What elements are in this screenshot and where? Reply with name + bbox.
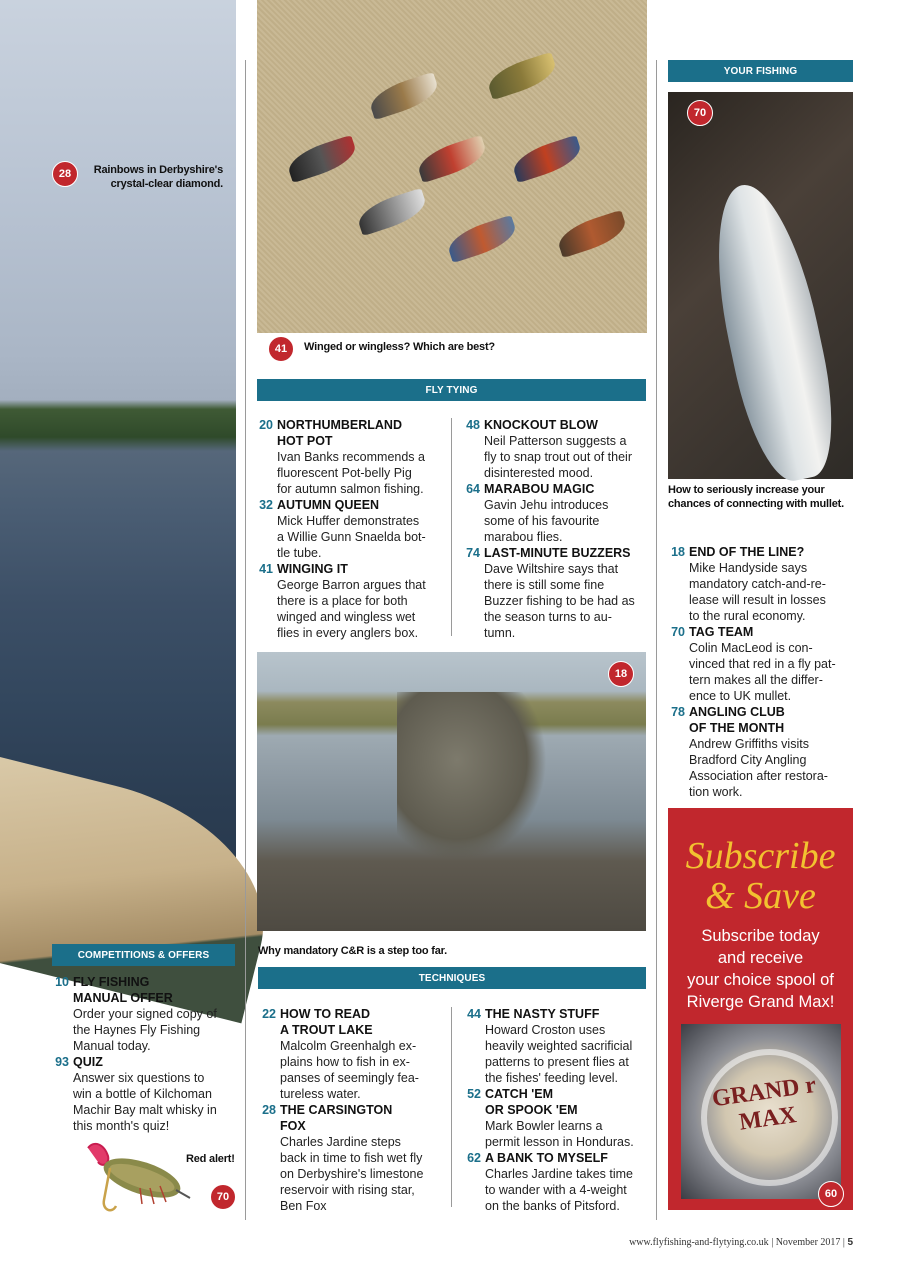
subscribe-headline: Subscribe & Save bbox=[685, 835, 836, 917]
entry-page-number: 20 bbox=[259, 418, 273, 432]
spool-brand-label: GRAND r MAX bbox=[710, 1071, 818, 1136]
fly-8 bbox=[554, 210, 629, 258]
entry-page-number: 64 bbox=[466, 482, 480, 496]
section-header-fly-tying: FLY TYING bbox=[257, 379, 646, 401]
techniques-column-left bbox=[255, 1006, 447, 1214]
entry-page-number: 22 bbox=[262, 1007, 276, 1021]
entry-page-number: 62 bbox=[467, 1151, 481, 1165]
contents-entry[interactable] bbox=[255, 1102, 447, 1214]
entry-title: LAST-MINUTE BUZZERS bbox=[484, 546, 631, 560]
entry-title: THE NASTY STUFF bbox=[485, 1007, 600, 1021]
techniques-column-right bbox=[460, 1006, 655, 1214]
page-badge-subscribe: 60 bbox=[818, 1181, 844, 1207]
contents-entry[interactable] bbox=[255, 1006, 447, 1102]
entry-description: Charles Jardine steps back in time to fish wet fly on Derbyshire's limestone reservoir with rising star, Ben Fox bbox=[280, 1135, 424, 1213]
entry-page-number: 70 bbox=[671, 625, 685, 639]
caption-mullet: How to seriously increase your chances of connecting with mullet. bbox=[668, 484, 844, 510]
caption-rainbows: Rainbows in Derbyshire's crystal-clear diamond. bbox=[93, 164, 223, 190]
contents-entry[interactable] bbox=[664, 704, 854, 800]
entry-description: Andrew Griffiths visits Bradford City Angling Association after restora- tion work. bbox=[689, 737, 828, 799]
page-badge-mandatory: 18 bbox=[608, 661, 634, 687]
entry-page-number: 28 bbox=[262, 1103, 276, 1117]
entry-title: QUIZ bbox=[73, 1055, 103, 1069]
fly-tying-divider bbox=[451, 418, 452, 636]
lake-photo bbox=[0, 0, 236, 930]
entry-title: HOW TO READ A TROUT LAKE bbox=[280, 1007, 373, 1037]
contents-entry[interactable] bbox=[664, 624, 854, 704]
section-header-competitions: COMPETITIONS & OFFERS bbox=[52, 944, 235, 966]
flies-photo bbox=[257, 0, 647, 333]
entry-page-number: 74 bbox=[466, 546, 480, 560]
entry-title: THE CARSINGTON FOX bbox=[280, 1103, 393, 1133]
footer-separator: | bbox=[771, 1237, 776, 1248]
footer-page-number: 5 bbox=[847, 1237, 853, 1248]
subscribe-offer-text: Subscribe today and receive your choice spool of Riverge Grand Max! bbox=[686, 927, 835, 1011]
entry-title: END OF THE LINE? bbox=[689, 545, 805, 559]
entry-title: FLY FISHING MANUAL OFFER bbox=[73, 975, 173, 1005]
entry-title: MARABOU MAGIC bbox=[484, 482, 595, 496]
footer-url[interactable]: www.flyfishing-and-flytying.co.uk bbox=[629, 1237, 769, 1248]
entry-title: NORTHUMBERLAND HOT POT bbox=[277, 418, 402, 448]
entry-page-number: 78 bbox=[671, 705, 685, 719]
fly-3 bbox=[284, 135, 359, 183]
angler-releasing-fish-photo bbox=[257, 652, 646, 931]
mullet-fish-photo bbox=[668, 92, 853, 479]
contents-entry[interactable] bbox=[459, 417, 654, 481]
entry-title: TAG TEAM bbox=[689, 625, 754, 639]
entry-page-number: 44 bbox=[467, 1007, 481, 1021]
contents-entry[interactable] bbox=[460, 1086, 655, 1150]
entry-page-number: 41 bbox=[259, 562, 273, 576]
section-header-your-fishing: YOUR FISHING bbox=[668, 60, 853, 82]
fly-1 bbox=[366, 72, 441, 120]
red-fly-image bbox=[80, 1138, 200, 1218]
entry-description: George Barron argues that there is a place for both winged and wingless wet flies in every anglers box. bbox=[277, 578, 426, 640]
entry-title: WINGING IT bbox=[277, 562, 348, 576]
section-header-techniques: TECHNIQUES bbox=[258, 967, 646, 989]
fly-6 bbox=[354, 188, 429, 236]
contents-entry[interactable] bbox=[252, 561, 444, 641]
fly-7 bbox=[444, 215, 519, 263]
page-badge-winged: 41 bbox=[268, 336, 294, 362]
column-rule-right bbox=[656, 60, 657, 1220]
fish-figure bbox=[698, 176, 848, 488]
shrimp-fly-icon bbox=[80, 1138, 200, 1218]
techniques-divider bbox=[451, 1007, 452, 1207]
caption-red-alert: Red alert! bbox=[186, 1153, 235, 1165]
competitions-column bbox=[48, 974, 238, 1134]
entry-page-number: 52 bbox=[467, 1087, 481, 1101]
contents-entry[interactable] bbox=[48, 1054, 238, 1134]
footer-separator: | bbox=[842, 1237, 848, 1248]
entry-page-number: 93 bbox=[55, 1055, 69, 1069]
your-fishing-column bbox=[664, 544, 854, 800]
contents-entry[interactable] bbox=[664, 544, 854, 624]
entry-title: CATCH 'EM OR SPOOK 'EM bbox=[485, 1087, 578, 1117]
entry-page-number: 48 bbox=[466, 418, 480, 432]
entry-title: AUTUMN QUEEN bbox=[277, 498, 380, 512]
entry-description: Mark Bowler learns a permit lesson in Honduras. bbox=[485, 1119, 634, 1149]
page-badge-rainbows: 28 bbox=[52, 161, 78, 187]
entry-description: Malcolm Greenhalgh ex- plains how to fish in ex- panses of seemingly fea- tureless water. bbox=[280, 1039, 419, 1101]
contents-entry[interactable] bbox=[459, 545, 654, 641]
caption-mandatory: Why mandatory C&R is a step too far. bbox=[258, 945, 448, 957]
contents-entry[interactable] bbox=[252, 497, 444, 561]
entry-title: A BANK TO MYSELF bbox=[485, 1151, 608, 1165]
entry-description: Mike Handyside says mandatory catch-and-re- lease will result in losses to the rural economy. bbox=[689, 561, 826, 623]
entry-description: Neil Patterson suggests a fly to snap trout out of their disinterested mood. bbox=[484, 434, 632, 480]
entry-description: Ivan Banks recommends a fluorescent Pot-belly Pig for autumn salmon fishing. bbox=[277, 450, 425, 496]
entry-description: Dave Wiltshire says that there is still some fine Buzzer fishing to be had as the season turns to au- tumn. bbox=[484, 562, 635, 640]
entry-description: Charles Jardine takes time to wander with a 4-weight on the banks of Pitsford. bbox=[485, 1167, 633, 1213]
caption-winged: Winged or wingless? Which are best? bbox=[304, 341, 495, 353]
fly-tying-column-left bbox=[252, 417, 444, 641]
contents-entry[interactable] bbox=[460, 1150, 655, 1214]
spool-photo bbox=[681, 1024, 841, 1199]
contents-entry[interactable] bbox=[252, 417, 444, 497]
entry-title: ANGLING CLUB OF THE MONTH bbox=[689, 705, 785, 735]
page-badge-red-alert: 70 bbox=[210, 1184, 236, 1210]
column-rule-left bbox=[245, 60, 246, 1220]
entry-page-number: 18 bbox=[671, 545, 685, 559]
entry-description: Answer six questions to win a bottle of Kilchoman Machir Bay malt whisky in this month's quiz! bbox=[73, 1071, 217, 1133]
angler-figure bbox=[397, 692, 547, 862]
footer-issue: November 2017 bbox=[775, 1237, 841, 1248]
fly-5 bbox=[509, 135, 584, 183]
page-footer bbox=[629, 1237, 853, 1248]
entry-description: Order your signed copy of the Haynes Fly Fishing Manual today. bbox=[73, 1007, 217, 1053]
entry-page-number: 32 bbox=[259, 498, 273, 512]
entry-description: Colin MacLeod is con- vinced that red in a fly pat- tern makes all the differ- ence to UK mullet. bbox=[689, 641, 836, 703]
entry-description: Mick Huffer demonstrates a Willie Gunn Snaelda bot- tle tube. bbox=[277, 514, 426, 560]
fly-tying-column-right bbox=[459, 417, 654, 641]
contents-entry[interactable] bbox=[460, 1006, 655, 1086]
entry-title: KNOCKOUT BLOW bbox=[484, 418, 598, 432]
entry-description: Howard Croston uses heavily weighted sacrificial patterns to present flies at the fishes' feeding level. bbox=[485, 1023, 633, 1085]
entry-page-number: 10 bbox=[55, 975, 69, 989]
contents-entry[interactable] bbox=[48, 974, 238, 1054]
contents-entry[interactable] bbox=[459, 481, 654, 545]
fly-4 bbox=[414, 135, 489, 183]
entry-description: Gavin Jehu introduces some of his favourite marabou flies. bbox=[484, 498, 609, 544]
page-badge-mullet: 70 bbox=[687, 100, 713, 126]
fly-2 bbox=[484, 52, 559, 100]
